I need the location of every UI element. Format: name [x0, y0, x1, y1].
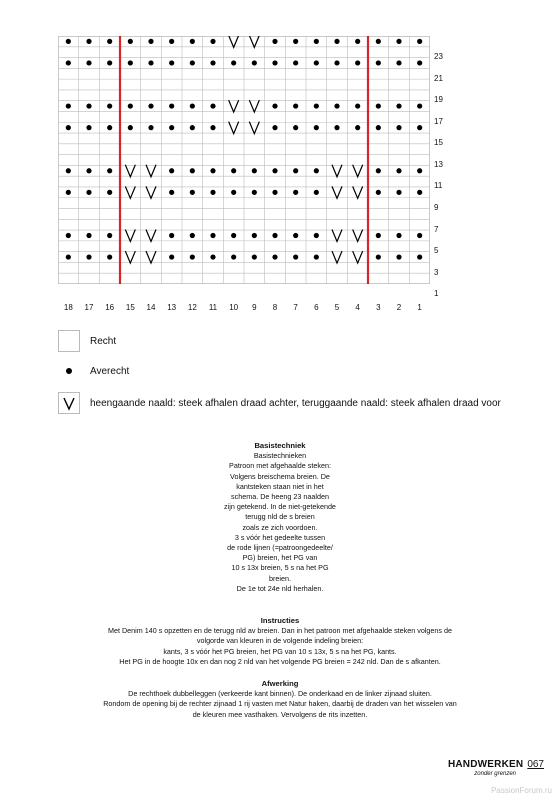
purl-dot	[272, 254, 277, 259]
purl-dot	[293, 190, 298, 195]
text-line: 10 s 13x breien, 5 s na het PG	[231, 563, 329, 573]
row-number: 1	[434, 289, 439, 299]
row-number: 23	[434, 52, 443, 62]
purl-dot	[272, 190, 277, 195]
purl-dot	[355, 125, 360, 130]
column-number: 10	[229, 303, 239, 312]
legend-label: Averecht	[90, 365, 130, 377]
row-number: 15	[434, 138, 443, 148]
purl-dot	[314, 103, 319, 108]
purl-dot	[396, 39, 401, 44]
purl-dot	[148, 60, 153, 65]
afwerking-section	[40, 679, 520, 720]
text-line: De 1e tot 24e nld herhalen.	[236, 583, 324, 593]
purl-dot	[231, 233, 236, 238]
watermark: PassionForum.ru	[491, 786, 552, 795]
purl-dot	[293, 168, 298, 173]
purl-dot	[66, 190, 71, 195]
purl-dot	[86, 233, 91, 238]
purl-dot	[417, 39, 422, 44]
column-number: 4	[355, 303, 360, 312]
purl-dot	[169, 168, 174, 173]
purl-dot	[210, 190, 215, 195]
dot-icon	[58, 360, 80, 382]
column-number: 16	[105, 303, 115, 312]
purl-dot	[355, 60, 360, 65]
purl-dot	[210, 103, 215, 108]
purl-dot	[169, 190, 174, 195]
basistechniek-section	[40, 441, 520, 594]
purl-dot	[252, 60, 257, 65]
purl-dot	[396, 254, 401, 259]
v-icon	[58, 392, 80, 414]
column-numbers-bottom	[58, 302, 430, 314]
purl-dot	[190, 254, 195, 259]
purl-dot	[252, 233, 257, 238]
purl-dot	[107, 125, 112, 130]
text-line: De rechthoek dubbelleggen (verkeerde kant binnen). De onderkaad en de linker zijnaad sluiten.	[128, 689, 432, 699]
purl-dot	[210, 254, 215, 259]
column-number: 17	[84, 303, 94, 312]
text-line: de rode lijnen (=patroongedeelte/	[227, 543, 333, 553]
row-number: 7	[434, 224, 439, 234]
purl-dot	[190, 190, 195, 195]
purl-dot	[128, 125, 133, 130]
text-line: 3 s vóór het gedeelte tussen	[234, 532, 326, 542]
column-number: 14	[146, 303, 156, 312]
purl-dot	[314, 254, 319, 259]
purl-dot	[190, 39, 195, 44]
row-number: 5	[434, 246, 439, 256]
purl-dot	[86, 60, 91, 65]
text-line: de kleuren mee vasthaken. Vervolgens de rits inzetten.	[192, 709, 368, 719]
row-number: 21	[434, 73, 443, 83]
legend-purl	[58, 360, 129, 382]
text-line: zijn getekend. In de niet-getekende	[224, 502, 336, 512]
empty-box-icon	[58, 330, 80, 352]
purl-dot	[355, 103, 360, 108]
purl-dot	[272, 168, 277, 173]
purl-dot	[190, 125, 195, 130]
section-heading: Basistechniek	[254, 441, 306, 450]
purl-dot	[66, 233, 71, 238]
purl-dot	[210, 125, 215, 130]
column-number: 3	[376, 303, 381, 312]
purl-dot	[148, 125, 153, 130]
purl-dot	[66, 125, 71, 130]
text-line: terugg nld de s breien	[245, 512, 315, 522]
text-line: Patroon met afgehaalde steken:	[229, 461, 331, 471]
purl-dot	[107, 254, 112, 259]
column-number: 8	[272, 303, 278, 312]
row-number: 9	[434, 203, 439, 213]
purl-dot	[293, 233, 298, 238]
purl-dot	[86, 168, 91, 173]
purl-dot	[334, 60, 339, 65]
purl-dot	[169, 125, 174, 130]
column-number: 6	[314, 303, 319, 312]
text-line: volgorde van kleuren in de volgende indeling breien:	[196, 636, 364, 646]
purl-dot	[169, 60, 174, 65]
column-number: 13	[167, 303, 177, 312]
brand-name: HANDWERKEN	[447, 759, 524, 770]
purl-dot	[396, 103, 401, 108]
purl-dot	[417, 254, 422, 259]
purl-dot	[272, 233, 277, 238]
purl-dot	[417, 103, 422, 108]
purl-dot	[396, 190, 401, 195]
section-heading: Instructies	[260, 616, 300, 625]
legend-label: Recht	[90, 335, 117, 347]
purl-dot	[107, 60, 112, 65]
purl-dot	[293, 60, 298, 65]
purl-dot	[128, 60, 133, 65]
purl-dot	[231, 168, 236, 173]
purl-dot	[272, 103, 277, 108]
purl-dot	[396, 168, 401, 173]
purl-dot	[376, 125, 381, 130]
column-number: 5	[334, 303, 340, 312]
purl-dot	[66, 103, 71, 108]
purl-dot	[107, 39, 112, 44]
purl-dot	[376, 254, 381, 259]
purl-dot	[210, 168, 215, 173]
text-line: schema. De heeng 23 naalden	[231, 492, 329, 502]
purl-dot	[210, 233, 215, 238]
purl-dot	[252, 254, 257, 259]
legend-knit	[58, 330, 116, 352]
purl-dot	[334, 125, 339, 130]
column-number: 7	[293, 303, 298, 312]
purl-dot	[314, 233, 319, 238]
row-number: 17	[434, 116, 443, 126]
text-line: breien.	[269, 573, 291, 583]
purl-dot	[334, 103, 339, 108]
purl-dot	[128, 103, 133, 108]
row-number: 3	[434, 267, 439, 277]
purl-dot	[314, 190, 319, 195]
purl-dot	[314, 168, 319, 173]
purl-dot	[107, 103, 112, 108]
purl-dot	[293, 39, 298, 44]
purl-dot	[376, 190, 381, 195]
legend-label: heengaande naald: steek afhalen draad achter, teruggaande naald: steek afhalen draad voor	[90, 397, 501, 409]
text-line: Volgens breischema breien. De	[230, 471, 330, 481]
purl-dot	[396, 60, 401, 65]
column-number: 2	[396, 303, 402, 312]
purl-dot	[66, 39, 71, 44]
purl-dot	[169, 254, 174, 259]
column-number: 15	[125, 303, 135, 312]
purl-dot	[293, 125, 298, 130]
purl-dot	[231, 190, 236, 195]
page-number: 067	[527, 759, 544, 770]
purl-dot	[417, 168, 422, 173]
row-numbers-right	[434, 52, 458, 300]
purl-dot	[314, 125, 319, 130]
purl-dot	[190, 60, 195, 65]
instructies-section	[40, 616, 520, 667]
purl-dot	[231, 254, 236, 259]
purl-dot	[210, 60, 215, 65]
purl-dot	[190, 233, 195, 238]
text-line: kantsteken staan niet in het	[236, 481, 324, 491]
column-number: 12	[187, 303, 197, 312]
purl-dot	[86, 103, 91, 108]
purl-dot	[417, 190, 422, 195]
column-number: 11	[208, 303, 218, 312]
text-line: Basistechnieken	[253, 451, 307, 461]
purl-dot	[396, 125, 401, 130]
purl-dot	[376, 168, 381, 173]
column-number: 9	[252, 303, 257, 312]
text-line: Met Denim 140 s opzetten en de terugg nld av breien. Dan in het patroon met afgehaalde steken volgens de	[107, 626, 453, 636]
purl-dot	[66, 168, 71, 173]
purl-dot	[252, 190, 257, 195]
purl-dot	[169, 39, 174, 44]
knitting-chart	[58, 36, 430, 284]
purl-dot	[66, 254, 71, 259]
purl-dot	[231, 60, 236, 65]
purl-dot	[417, 60, 422, 65]
legend-slip	[58, 392, 501, 414]
magazine-brand	[448, 754, 544, 777]
section-heading: Afwerking	[261, 679, 299, 688]
text-line: kants, 3 s vóór het PG breien, het PG van 10 s 13x, 5 s na het PG, kants.	[163, 646, 397, 656]
purl-dot	[86, 190, 91, 195]
purl-dot	[396, 233, 401, 238]
purl-dot	[272, 39, 277, 44]
purl-dot	[86, 39, 91, 44]
purl-dot	[417, 125, 422, 130]
row-number: 19	[434, 95, 443, 105]
purl-dot	[107, 168, 112, 173]
purl-dot	[272, 60, 277, 65]
column-number: 18	[63, 303, 73, 312]
purl-dot	[376, 233, 381, 238]
text-line: PG) breien, het PG van	[242, 553, 318, 563]
row-number: 11	[434, 181, 443, 191]
purl-dot	[376, 39, 381, 44]
purl-dot	[376, 60, 381, 65]
row-number: 13	[434, 159, 443, 169]
purl-dot	[293, 103, 298, 108]
purl-dot	[190, 168, 195, 173]
purl-dot	[417, 233, 422, 238]
purl-dot	[355, 39, 360, 44]
purl-dot	[86, 254, 91, 259]
purl-dot	[66, 60, 71, 65]
purl-dot	[210, 39, 215, 44]
purl-dot	[86, 125, 91, 130]
purl-dot	[148, 39, 153, 44]
purl-dot	[293, 254, 298, 259]
purl-dot	[148, 103, 153, 108]
purl-dot	[314, 39, 319, 44]
purl-dot	[169, 103, 174, 108]
purl-dot	[190, 103, 195, 108]
purl-dot	[314, 60, 319, 65]
text-line: Het PG in de hoogte 10x en dan nog 2 nld van het volgende PG breien = 242 nld. Dan de s afkanten.	[119, 656, 441, 666]
purl-dot	[128, 39, 133, 44]
text-line: zoals ze zich voordoen.	[242, 522, 318, 532]
purl-dot	[334, 39, 339, 44]
text-line: Rondom de opening bij de rechter zijnaad 1 rij vasten met Natur haken, daarbij de draden van het wisselen van	[103, 699, 457, 709]
purl-dot	[272, 125, 277, 130]
purl-dot	[107, 233, 112, 238]
purl-dot	[252, 168, 257, 173]
purl-dot	[169, 233, 174, 238]
purl-dot	[376, 103, 381, 108]
brand-tagline: zonder grenzen	[474, 771, 516, 777]
purl-dot	[107, 190, 112, 195]
column-number: 1	[417, 303, 422, 312]
